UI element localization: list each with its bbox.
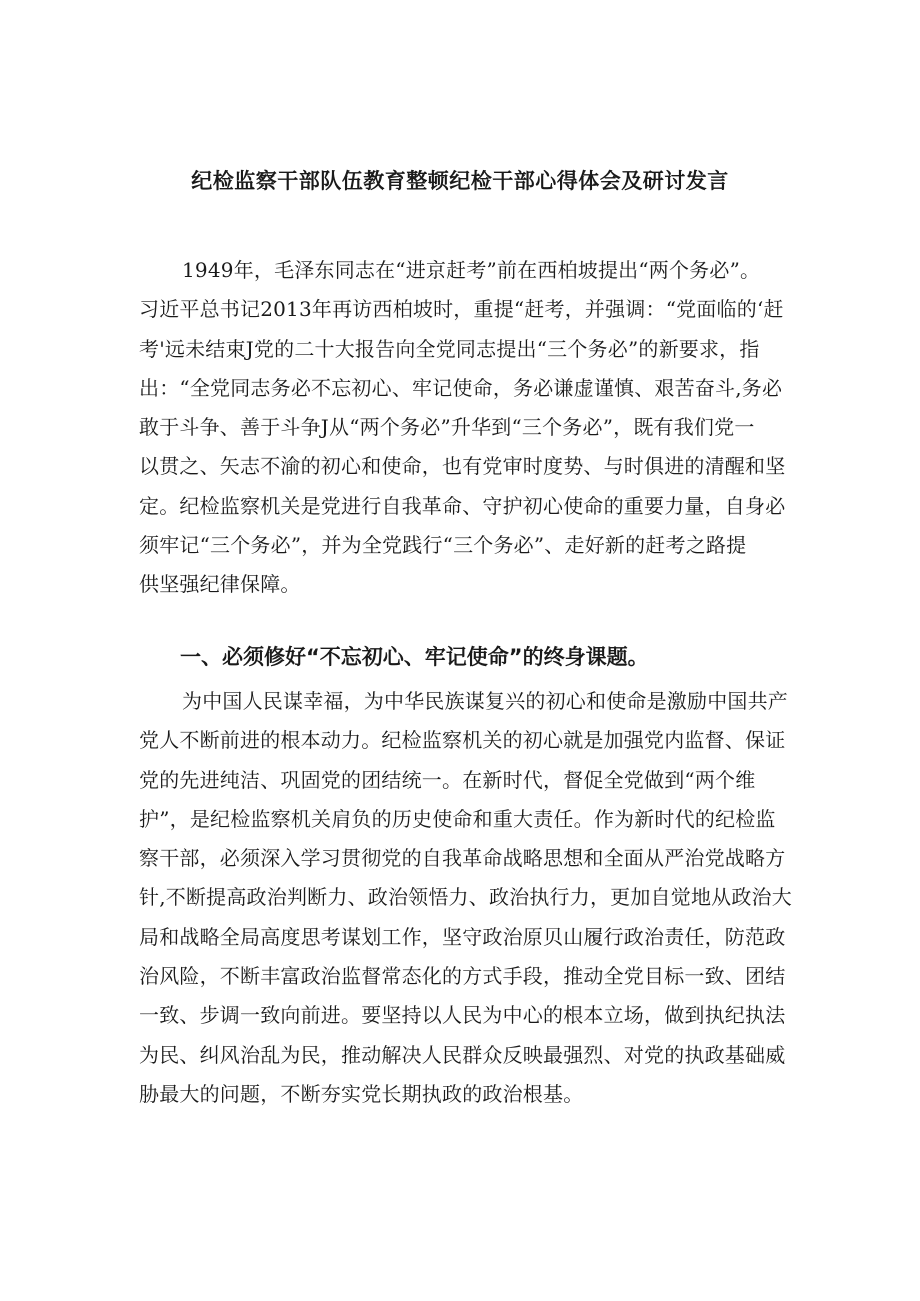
paragraph-line: 须牢记“三个务必”，并为全党践行“三个务必”、走好新的赶考之路提 <box>139 533 747 558</box>
paragraph-line: 胁最大的问题，不断夯实党长期执政的政治根基。 <box>139 1081 584 1106</box>
paragraph-line: 为中国人民谋幸福，为中华民族谋复兴的初心和使命是激励中国共产 <box>182 689 788 713</box>
paragraph-line: 护”，是纪检监察机关肩负的历史使命和重大责任。作为新时代的纪检监 <box>139 806 776 831</box>
paragraph-line: 定。纪检监察机关是党进行自我革命、守护初心使命的重要力量，自身必 <box>139 493 786 518</box>
paragraph-line: 敢于斗争、善于斗争J从“两个务必”升华到“三个务必”，既有我们党一 <box>139 415 755 440</box>
paragraph-line: 针,不断提高政治判断力、政治领悟力、政治执行力，更加自觉地从政治大 <box>139 885 792 910</box>
paragraph-line: 供坚强纪律保障。 <box>139 572 301 597</box>
paragraph-line: 习近平总书记2013年再访西柏坡时，重提“赶考，并强调：“党面临的‘赶 <box>139 297 784 322</box>
paragraph-line: 为民、纠风治乱为民，推动解决人民群众反映最强烈、对党的执政基础威 <box>139 1042 786 1067</box>
paragraph-line: 以贯之、矢志不渝的初心和使命，也有党审时度势、与时俱进的清醒和坚 <box>139 454 786 479</box>
paragraph-line: 局和战略全局高度思考谋划工作，坚守政治原贝山履行政治责任，防范政 <box>139 924 786 949</box>
paragraph-line: 党人不断前进的根本动力。纪检监察机关的初心就是加强党内监督、保证 <box>139 728 786 753</box>
paragraph-line: 一致、步调一致向前进。要坚持以人民为中心的根本立场，做到执纪执法 <box>139 1003 786 1028</box>
paragraph-line: 考'远未结束J党的二十大报告向全党同志提出“三个务必”的新要求，指 <box>139 336 760 361</box>
section-paragraph <box>139 682 792 1114</box>
intro-paragraph <box>139 251 789 605</box>
paragraph-line: 治风险，不断丰富政治监督常态化的方式手段，推动全党目标一致、团结 <box>139 964 786 989</box>
section-heading: 一、必须修好“不忘初心、牢记使命”的终身课题。 <box>180 645 649 669</box>
paragraph-line: 察干部，必须深入学习贯彻党的自我革命战略思想和全面从严治党战略方 <box>139 846 786 871</box>
paragraph-line: 党的先进纯洁、巩固党的团结统一。在新时代，督促全党做到“两个维 <box>139 767 756 792</box>
document-title: 纪检监察干部队伍教育整顿纪检干部心得体会及研讨发言 <box>191 169 729 193</box>
paragraph-line: 1949年，毛泽东同志在“进京赶考”前在西柏坡提出“两个务必”。 <box>182 258 761 282</box>
paragraph-line: 出：“全党同志务必不忘初心、牢记使命，务必谦虚谨慎、艰苦奋斗,务必 <box>139 375 783 400</box>
